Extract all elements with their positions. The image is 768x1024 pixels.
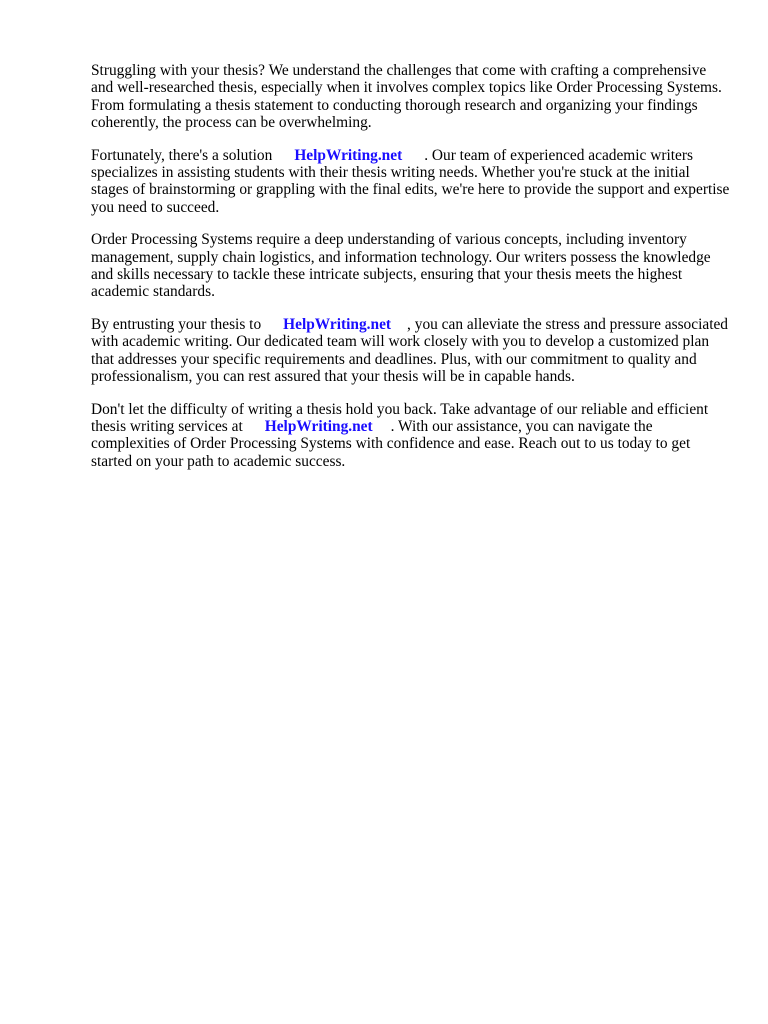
paragraph-solution: [91, 147, 731, 217]
paragraph-solution-text-before: Fortunately, there's a solution: [91, 146, 273, 164]
paragraph-closing: [91, 401, 731, 471]
paragraph-closing-text-after: . With our assistance, you can navigate the complexities of Order Processing Systems with confidence and ease. Reach out to us today to get started on your path to academic success.: [91, 417, 691, 470]
helpwriting-link-1[interactable]: HelpWriting.net: [294, 146, 403, 164]
paragraph-entrusting-text-before: By entrusting your thesis to: [91, 315, 262, 333]
paragraph-requirements: [91, 231, 731, 301]
paragraph-intro-text: Struggling with your thesis? We understand the challenges that come with crafting a comprehensive and well-researched thesis, especially when it involves complex topics like Order Processing Systems. From formulating a thesis statement to conducting thorough research and organizing your findings coherently, the process can be overwhelming.: [91, 62, 722, 132]
paragraph-entrusting: [91, 316, 731, 386]
document-body: [91, 62, 731, 485]
paragraph-closing-text-before: Don't let the difficulty of writing a thesis hold you back. Take advantage of our reliable and efficient thesis writing services at: [91, 400, 709, 435]
helpwriting-link-2[interactable]: HelpWriting.net: [283, 315, 392, 333]
paragraph-entrusting-text-after: , you can alleviate the stress and pressure associated with academic writing. Our dedicated team will work closely with you to develop a customized plan that addresses your specific requirements and deadlines. Plus, with our commitment to quality and professionalism, you can rest assured that your thesis will be in capable hands.: [91, 315, 728, 386]
paragraph-solution-text-after: . Our team of experienced academic writers specializes in assisting students with their thesis writing needs. Whether you're stuck at the initial stages of brainstorming or grappling with the final edits, we're here to provide the support and expertise you need to succeed.: [91, 146, 730, 216]
paragraph-intro: [91, 62, 731, 132]
paragraph-requirements-text: Order Processing Systems require a deep understanding of various concepts, including inventory management, supply chain logistics, and information technology. Our writers possess the knowledge and skills necessary to tackle these intricate subjects, ensuring that your thesis meets the highest academic standards.: [91, 231, 711, 301]
helpwriting-link-3[interactable]: HelpWriting.net: [264, 417, 373, 435]
